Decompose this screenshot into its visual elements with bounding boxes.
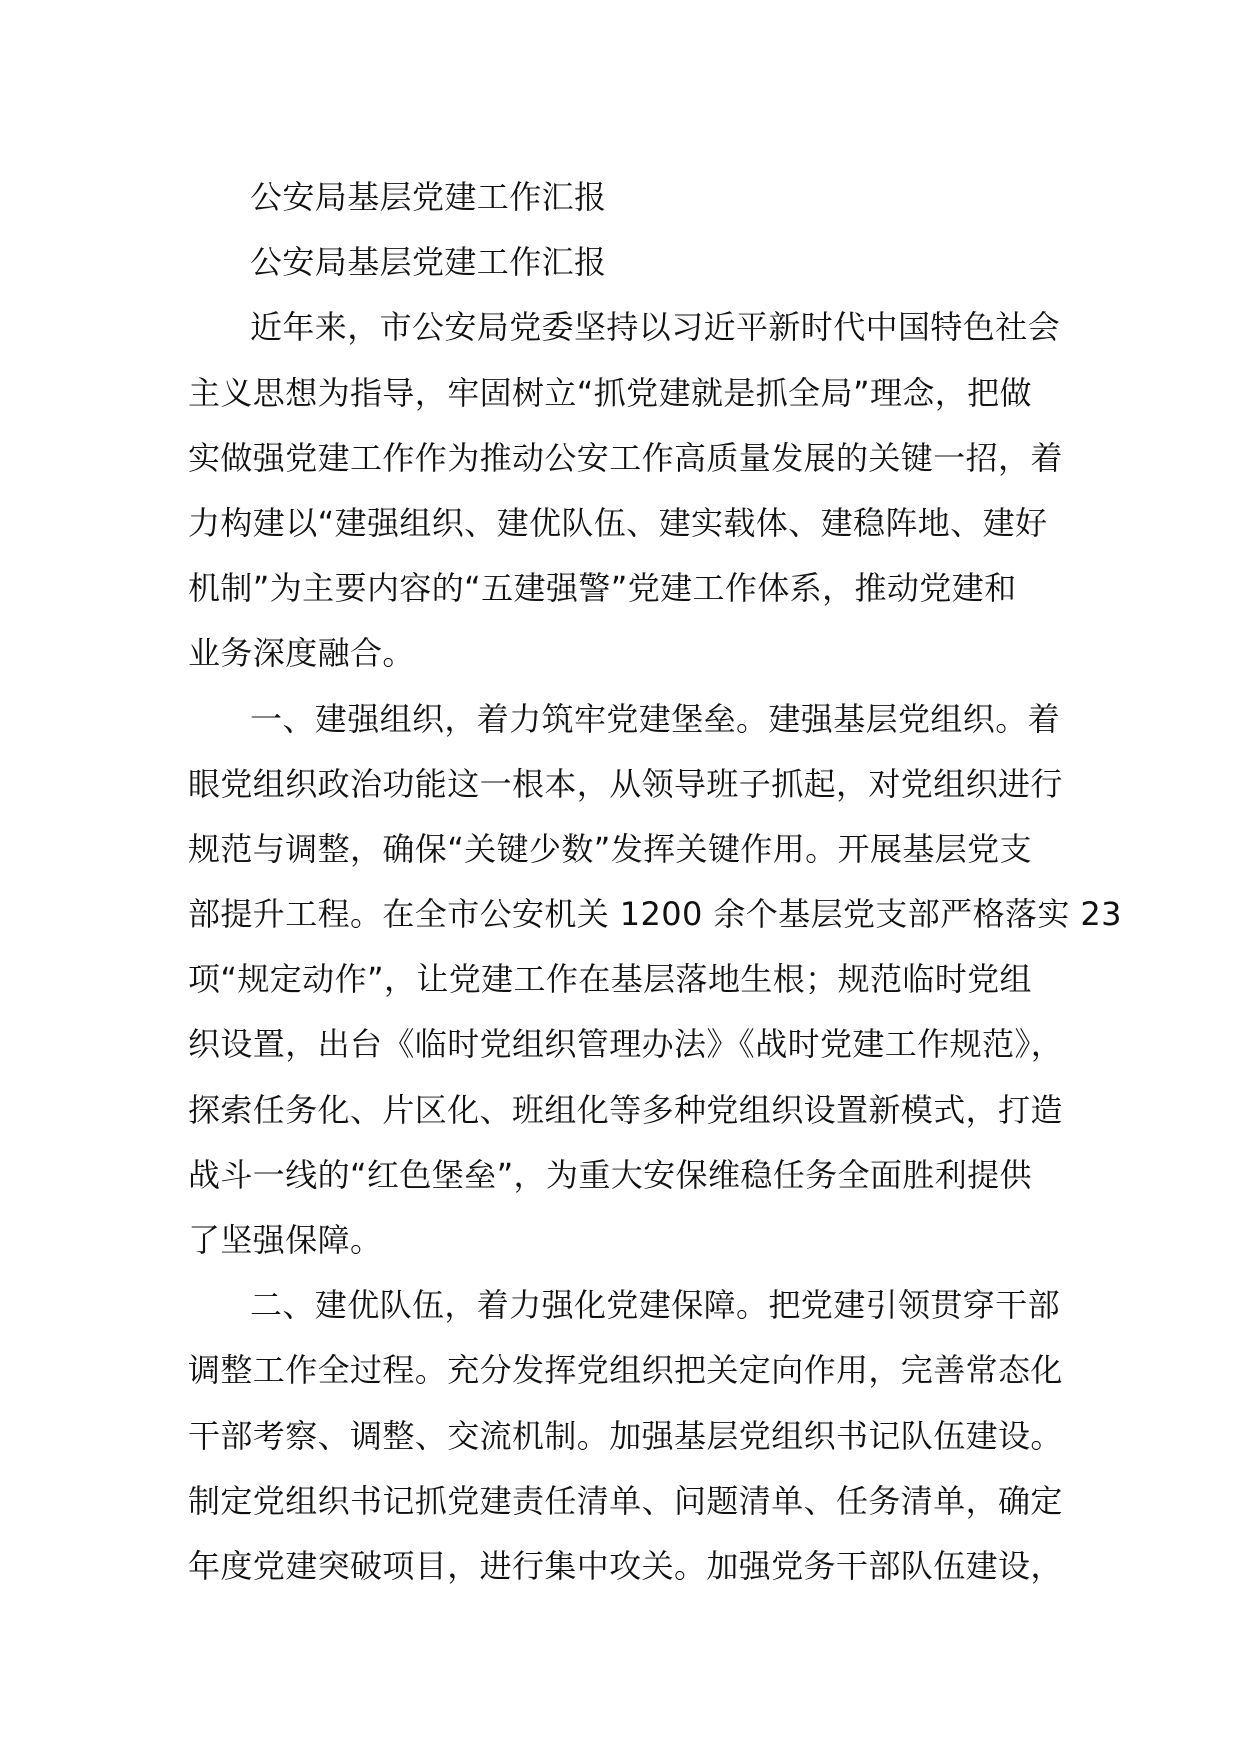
paragraph-line: 眼党组织政治功能这一根本，从领导班子抓起，对党组织进行 (188, 764, 1063, 803)
paragraph-line: 实做强党建工作作为推动公安工作高质量发展的关键一招，着 (188, 438, 1063, 477)
paragraph-section-two (188, 1273, 1063, 1599)
paragraph-line: 战斗一线的“红色堡垒”，为重大安保维稳任务全面胜利提供 (188, 1155, 1032, 1194)
paragraph-line: 规范与调整，确保“关键少数”发挥关键作用。开展基层党支 (188, 829, 1032, 868)
paragraph-line: 年度党建突破项目，进行集中攻关。加强党务干部队伍建设， (188, 1546, 1063, 1585)
paragraph-line: 力构建以“建强组织、建优队伍、建实载体、建稳阵地、建好 (188, 503, 1048, 542)
document-subtitle: 公安局基层党建工作汇报 (250, 243, 607, 282)
paragraph-line: 调整工作全过程。充分发挥党组织把关定向作用，完善常态化 (188, 1351, 1063, 1390)
paragraph-line: 干部考察、调整、交流机制。加强基层党组织书记队伍建设。 (188, 1416, 1063, 1455)
paragraph-line: 业务深度融合。 (188, 634, 415, 673)
paragraph-line: 织设置，出台《临时党组织管理办法》《战时党建工作规范》， (188, 1025, 1064, 1064)
document-body (188, 165, 1122, 1599)
paragraph-line: 近年来，市公安局党委坚持以习近平新时代中国特色社会 (250, 308, 1061, 347)
paragraph-line: 二、建优队伍，着力强化党建保障。把党建引领贯穿干部 (250, 1286, 1061, 1325)
paragraph-line: 一、建强组织，着力筑牢党建堡垒。建强基层党组织。着 (250, 699, 1061, 738)
paragraph-line: 了坚强保障。 (188, 1221, 383, 1259)
paragraph-section-one (188, 687, 1122, 1274)
paragraph-line: 项“规定动作”，让党建工作在基层落地生根；规范临时党组 (188, 960, 1032, 999)
paragraph-line: 机制”为主要内容的“五建强警”党建工作体系，推动党建和 (188, 569, 1017, 608)
paragraph-line: 探索任务化、片区化、班组化等多种党组织设置新模式，打造 (188, 1090, 1063, 1129)
paragraph-line: 制定党组织书记抓党建责任清单、问题清单、任务清单，确定 (188, 1481, 1063, 1520)
paragraph-intro (188, 295, 1063, 686)
document-title: 公安局基层党建工作汇报 (250, 178, 607, 216)
paragraph-line: 主义思想为指导，牢固树立“抓党建就是抓全局”理念，把做 (188, 373, 1032, 412)
paragraph-line: 部提升工程。在全市公安机关 1200 余个基层党支部严格落实 23 (188, 895, 1122, 934)
